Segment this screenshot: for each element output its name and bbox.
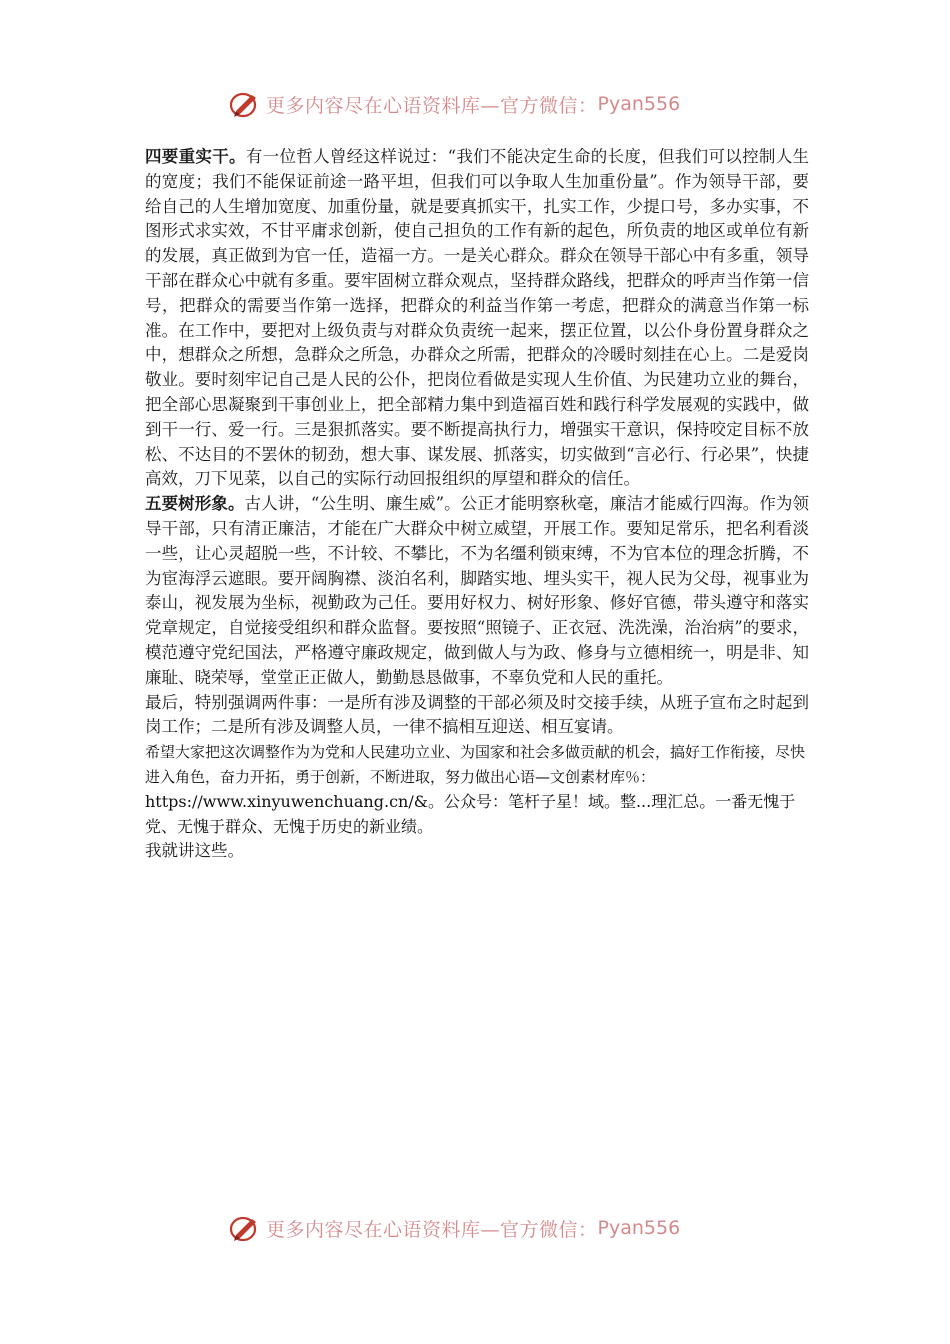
paragraph-final xyxy=(145,691,809,741)
paragraph-heading: 五要树形象。 xyxy=(145,494,245,514)
footer-banner-text: 更多内容尽在心语资料库—官方微信： xyxy=(266,1218,598,1241)
footer-wechat-id: Pyan556 xyxy=(597,1217,681,1239)
header-banner xyxy=(228,86,748,122)
document-body xyxy=(145,145,809,864)
header-wechat-id: Pyan556 xyxy=(597,93,681,115)
paragraph-text: 古人讲，“公生明、廉生威”。公正才能明察秋毫，廉洁才能威行四海。作为领导干部，只有清正廉洁，才能在广大群众中树立威望，开展工作。要知足常乐，把名利看淡一些，让心灵超脱一些，不计较、不攀比，不为名缰利锁束缚，不为官本位的理念折腾，不为宦海浮云遮眼。要开阔胸襟、淡泊名利，脚踏实地、埋头实干，视人民为父母，视事业为泰山，视发展为坐标，视勤政为己任。要用好权力、树好形象、修好官德，带头遵守和落实党章规定，自觉接受组织和群众监督。要按照“照镜子、正衣冠、洗洗澡，治治病”的要求，模范遵守党纪国法，严格遵守廉政规定，做到做人与为政、修身与立德相统一，明是非、知廉耻、晓荣辱，堂堂正正做人，勤勤恳恳做事，不辜负党和人民的重托。 xyxy=(145,494,809,687)
header-banner-text: 更多内容尽在心语资料库—官方微信： xyxy=(266,94,598,117)
footer-banner xyxy=(228,1210,748,1246)
inserted-text: 希望大家把这次调整作为为党和人民建功立业、为国家和社会多做贡献的机会，搞好工作衔接，尽快进入角色，奋力开拓，勇于创新，不断进取，努力做出心语—文创素材库％： xyxy=(145,743,806,786)
paragraph-five xyxy=(145,492,809,690)
inserted-url-line: https://www.xinyuwenchuang.cn/&。公众号：笔杆子星！域。整...理汇总。一番无愧于党、无愧于群众、无愧于历史的新业绩。 xyxy=(145,791,796,836)
pen-logo-icon xyxy=(228,1211,262,1245)
paragraph-four xyxy=(145,145,809,492)
closing-line: 我就讲这些。 xyxy=(145,841,244,861)
paragraph-text: 最后，特别强调两件事：一是所有涉及调整的干部必须及时交接手续，从班子宣布之时起到岗工作；二是所有涉及调整人员，一律不搞相互迎送、相互宴请。 xyxy=(145,692,809,737)
pen-logo-icon xyxy=(228,87,262,121)
paragraph-text: 有一位哲人曾经这样说过：“我们不能决定生命的长度，但我们可以控制人生的宽度；我们不能保证前途一路平坦，但我们可以争取人生加重份量”。作为领导干部，要给自己的人生增加宽度、加重份量，就是要真抓实干，扎实工作，少提口号，多办实事，不图形式求实效，不甘平庸求创新，使自己担负的工作有新的起色，所负责的地区或单位有新的发展，真正做到为官一任，造福一方。一是关心群众。群众在领导干部心中有多重，领导干部在群众心中就有多重。要牢固树立群众观点，坚持群众路线，把群众的呼声当作第一信号，把群众的需要当作第一选择，把群众的利益当作第一考虑，把群众的满意当作第一标准。在工作中，要把对上级负责与对群众负责统一起来，摆正位置，以公仆身份置身群众之中，想群众之所想，急群众之所急，办群众之所需，把群众的冷暖时刻挂在心上。二是爱岗敬业。要时刻牢记自己是人民的公仆，把岗位看做是实现人生价值、为民建功立业的舞台，把全部心思凝聚到干事创业上，把全部精力集中到造福百姓和践行科学发展观的实践中，做到干一行、爱一行。三是狠抓落实。要不断提高执行力，增强实干意识，保持咬定目标不放松、不达目的不罢休的韧劲，想大事、谋发展、抓落实，切实做到“言必行、行必果”，快捷高效，刀下见菜，以自己的实际行动回报组织的厚望和群众的信任。 xyxy=(145,147,810,489)
paragraph-heading: 四要重实干。 xyxy=(145,147,246,166)
inserted-paragraph xyxy=(145,740,809,839)
